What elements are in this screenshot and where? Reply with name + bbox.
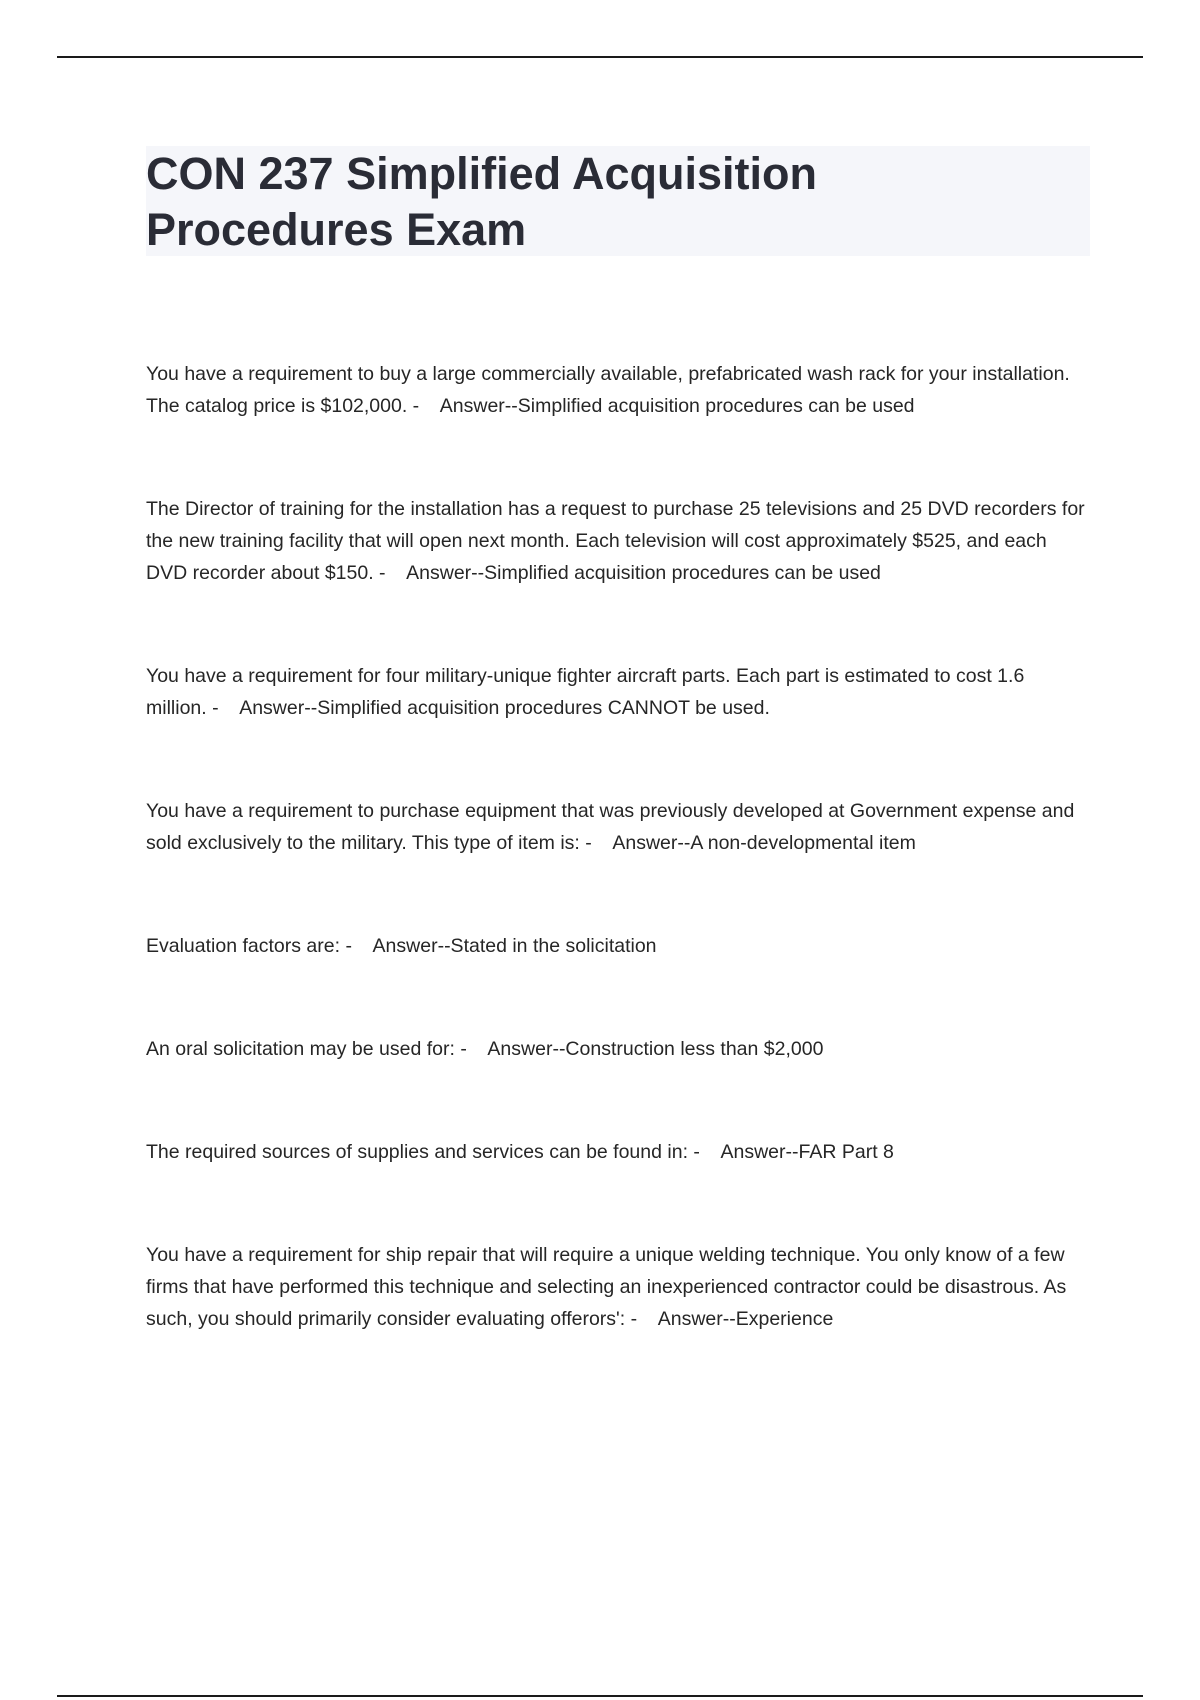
separator: - [206, 697, 240, 719]
bottom-rule [57, 1695, 1143, 1697]
title-banner [146, 146, 1090, 256]
question-text: You have a requirement to buy a large commercially available, prefabricated wash rack for your installation. The catalog price is $102,000. [146, 363, 1070, 417]
separator: - [407, 395, 440, 417]
qa-item [146, 930, 1086, 962]
qa-item [146, 1239, 1086, 1335]
answer-text: Answer--Simplified acquisition procedures can be used [406, 562, 881, 584]
answer-text: Answer--Stated in the solicitation [372, 935, 657, 957]
qa-item [146, 660, 1086, 724]
answer-text: Answer--Simplified acquisition procedures CANNOT be used. [239, 697, 770, 719]
question-text: You have a requirement for ship repair that will require a unique welding technique. You only know of a few firms that have performed this technique and selecting an inexperienced contractor could be disastrous. As such, you should primarily consider evaluating offerors': [146, 1244, 1067, 1330]
question-text: The Director of training for the installation has a request to purchase 25 televisions and 25 DVD recorders for the new training facility that will open next month. Each television will cost approximately $525, and each DVD recorder about $150. [146, 498, 1085, 584]
separator: - [687, 1141, 721, 1163]
question-text: The required sources of supplies and services can be found in: [146, 1141, 688, 1163]
qa-item [146, 795, 1086, 859]
answer-text: Answer--Experience [657, 1308, 834, 1330]
qa-item [146, 1033, 1086, 1065]
separator: - [373, 562, 407, 584]
separator: - [579, 832, 613, 854]
qa-list [146, 358, 1086, 1406]
answer-text: Answer--Simplified acquisition procedures can be used [439, 395, 915, 417]
question-text: Evaluation factors are: [146, 935, 341, 957]
question-text: You have a requirement for four military-unique fighter aircraft parts. Each part is estimated to cost 1.6 million. [146, 665, 1025, 719]
top-rule [57, 56, 1143, 58]
qa-item [146, 358, 1086, 422]
question-text: You have a requirement to purchase equipment that was previously developed at Government expense and sold exclusively to the military. This type of item is: [146, 800, 1075, 854]
page-title: CON 237 Simplified Acquisition Procedures Exam [146, 148, 817, 255]
separator: - [454, 1038, 488, 1060]
qa-item [146, 1136, 1086, 1168]
answer-text: Answer--Construction less than $2,000 [487, 1038, 824, 1060]
qa-item [146, 493, 1086, 589]
answer-text: Answer--FAR Part 8 [720, 1141, 894, 1163]
separator: - [625, 1308, 658, 1330]
separator: - [340, 935, 373, 957]
answer-text: Answer--A non-developmental item [612, 832, 916, 854]
question-text: An oral solicitation may be used for: [146, 1038, 455, 1060]
